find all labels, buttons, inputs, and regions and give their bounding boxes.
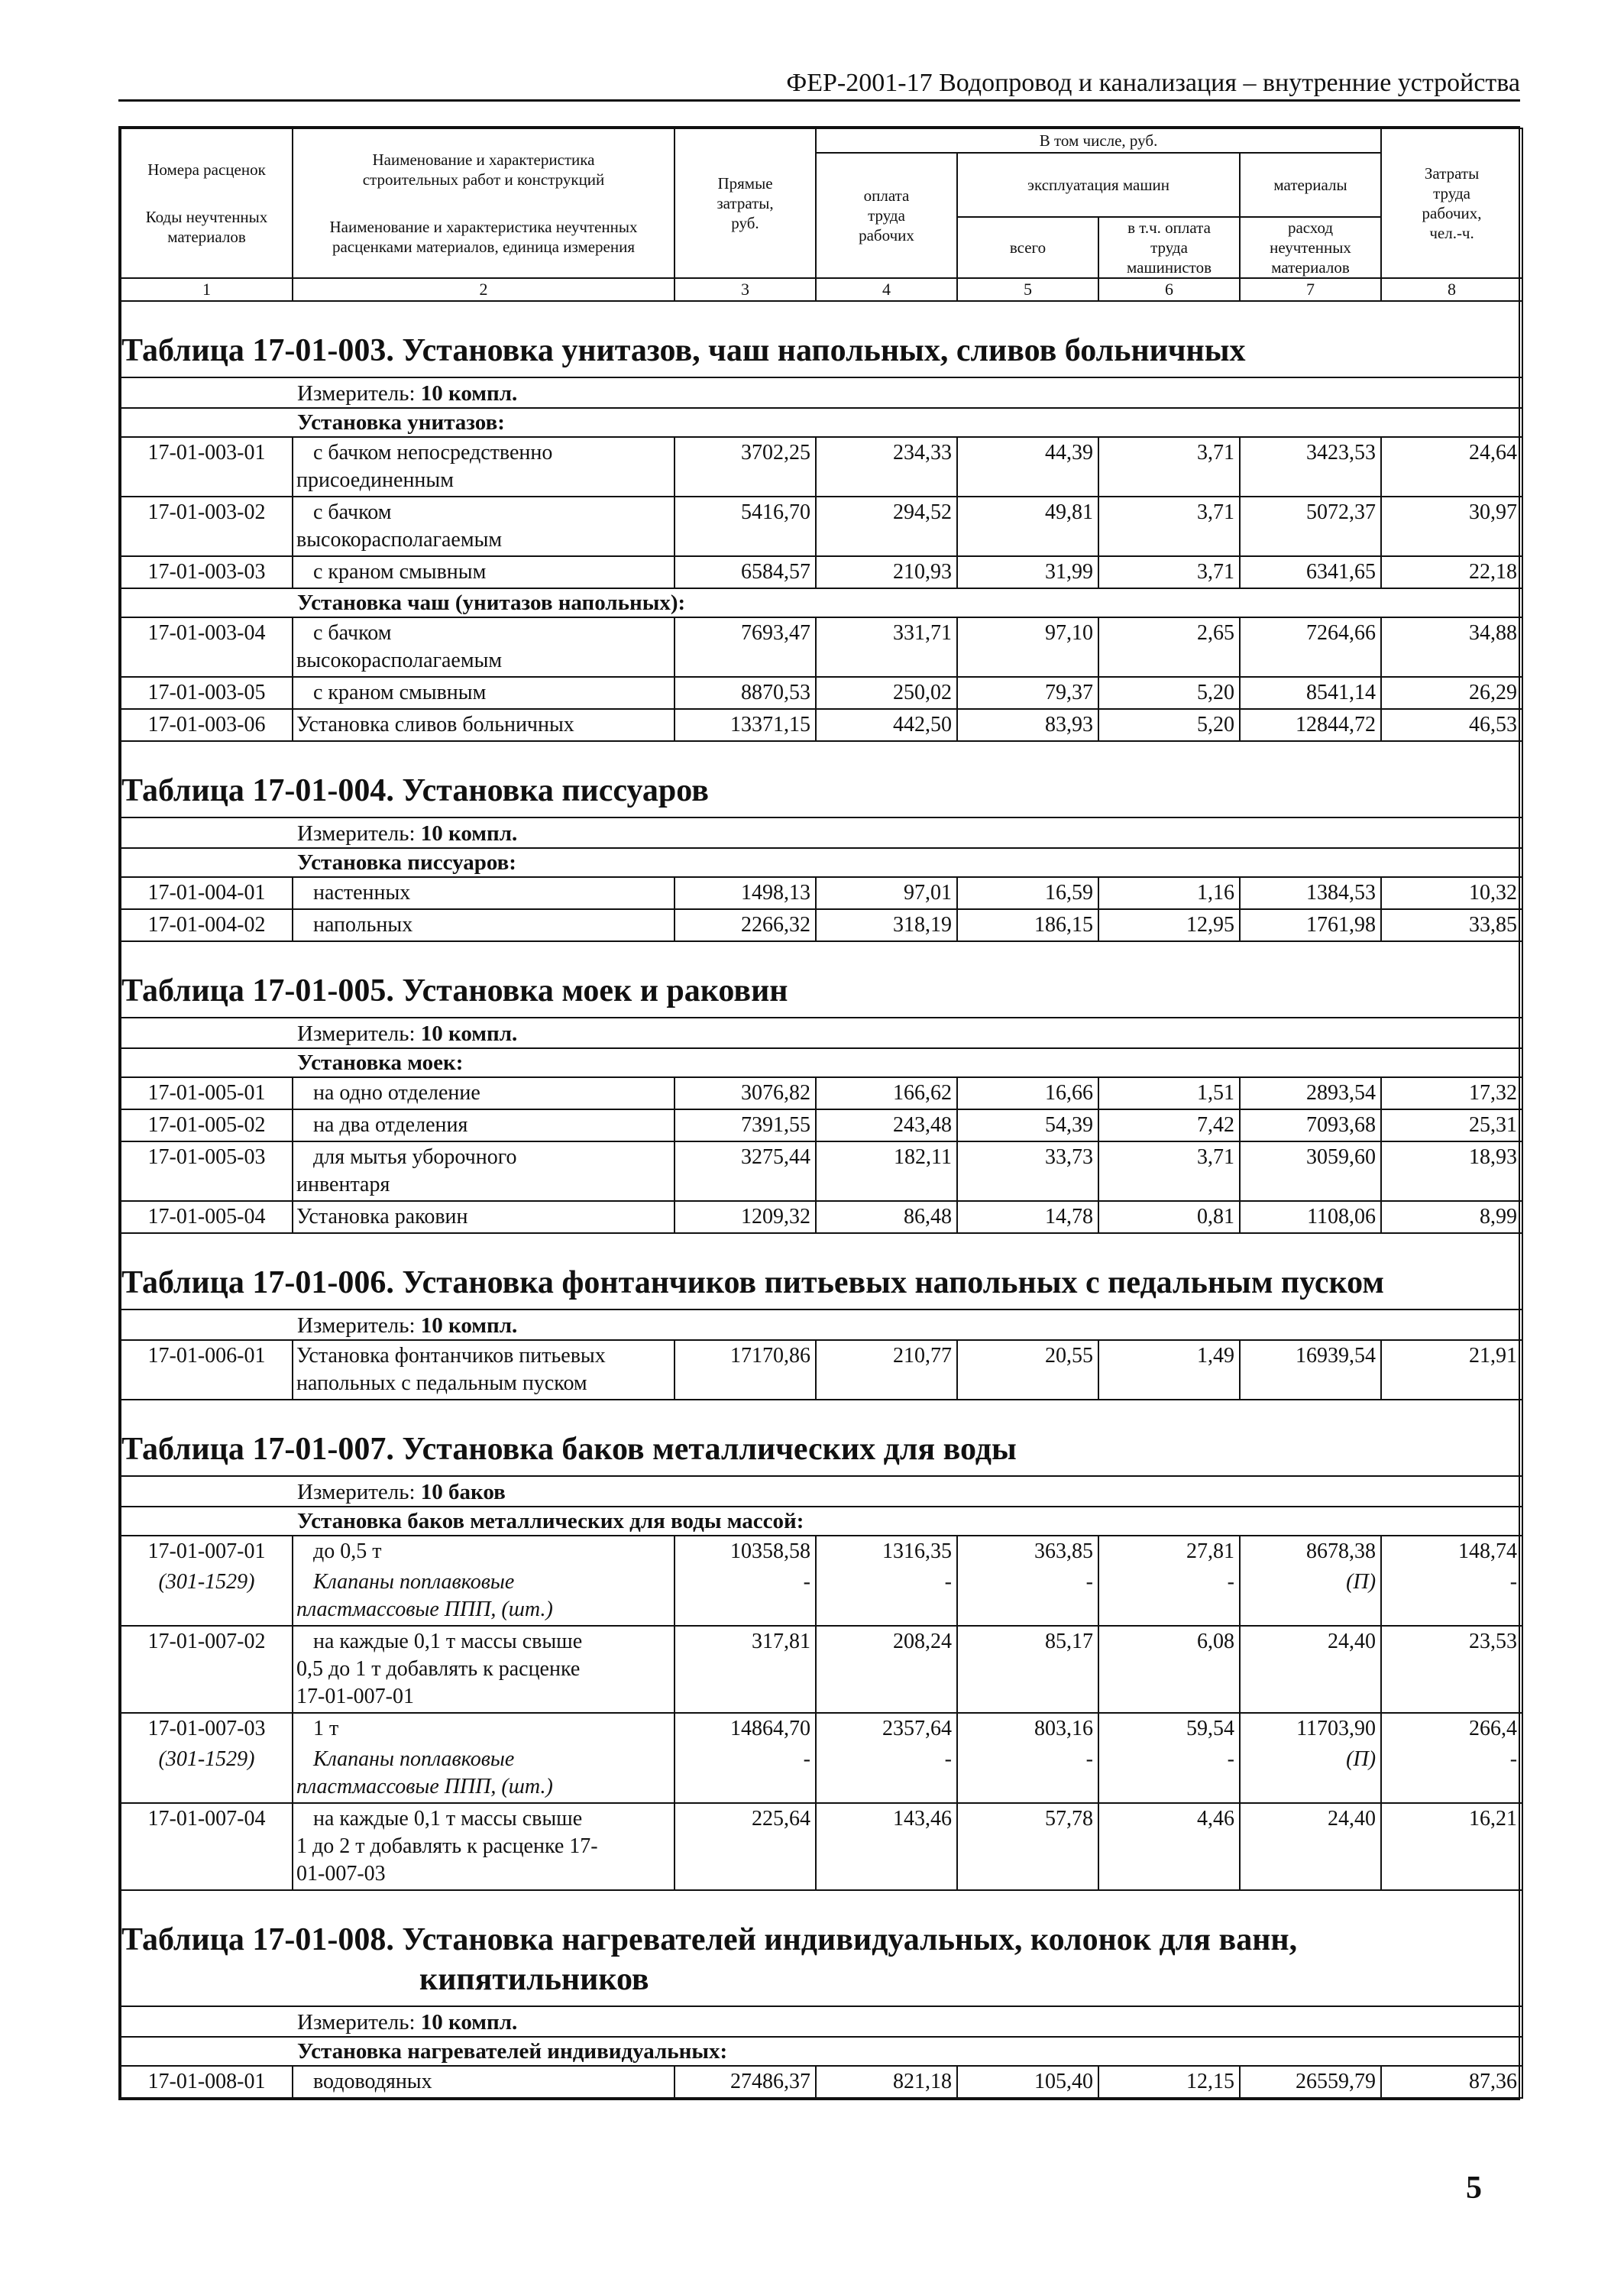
rate-name-line: на два отделения — [313, 1113, 468, 1137]
rate-name-line: Установка раковин — [296, 1205, 468, 1229]
rate-value: 266,4 — [1381, 1713, 1522, 1744]
meter-value: 10 компл. — [420, 821, 518, 846]
table-title-row — [121, 741, 1522, 817]
rate-name-line: Установка фонтанчиков питьевых — [296, 1344, 606, 1368]
column-number: 8 — [1381, 278, 1522, 301]
table-row — [121, 1340, 1522, 1400]
table-title-row — [121, 1400, 1522, 1476]
rate-value: 87,36 — [1381, 2066, 1522, 2098]
rate-value: 10358,58 — [675, 1536, 816, 1567]
col-header-name-bottom: Наименование и характеристика неучтенных расценками материалов, единица измерения — [329, 218, 638, 256]
table-row — [121, 909, 1522, 941]
table-meter — [121, 817, 1522, 848]
rate-name — [293, 617, 675, 677]
rate-value: 10,32 — [1381, 877, 1522, 909]
rate-name-line: на каждые 0,1 т массы свыше — [313, 1807, 583, 1831]
col-header-name — [293, 128, 675, 278]
rate-value: 3,71 — [1098, 437, 1240, 497]
rate-name-line: 17-01-007-01 — [296, 1685, 414, 1708]
rate-value: 20,55 — [957, 1340, 1098, 1400]
meter-label: Измеритель: — [297, 1480, 416, 1504]
rate-value: 363,85 — [957, 1536, 1098, 1567]
column-number: 2 — [293, 278, 675, 301]
rate-value: 250,02 — [816, 677, 957, 709]
rate-value: 22,18 — [1381, 556, 1522, 588]
rate-code: 17-01-006-01 — [121, 1340, 293, 1400]
rate-value: 5,20 — [1098, 709, 1240, 741]
rate-value: 210,77 — [816, 1340, 957, 1400]
material-value: - — [816, 1567, 957, 1626]
rate-name-line: высокорасполагаемым — [296, 649, 503, 672]
column-number: 3 — [675, 278, 816, 301]
rate-name — [293, 1141, 675, 1201]
rate-value: 1761,98 — [1240, 909, 1381, 941]
rate-value: 166,62 — [816, 1077, 957, 1109]
page-header: ФЕР-2001-17 Водопровод и канализация – внутренние устройства — [786, 69, 1520, 97]
rate-value: 57,78 — [957, 1803, 1098, 1890]
material-row — [121, 1744, 1522, 1803]
group-row — [121, 1507, 1522, 1536]
rate-value: 26,29 — [1381, 677, 1522, 709]
rate-value: 208,24 — [816, 1626, 957, 1713]
rate-name — [293, 556, 675, 588]
column-number: 1 — [121, 278, 293, 301]
rate-value: 18,93 — [1381, 1141, 1522, 1201]
rate-value: 1108,06 — [1240, 1201, 1381, 1233]
column-number: 7 — [1240, 278, 1381, 301]
group-row — [121, 2037, 1522, 2066]
rate-name-line: высокорасполагаемым — [296, 528, 503, 552]
rate-value: 17,32 — [1381, 1077, 1522, 1109]
table-title-text: Таблица 17-01-008. Установка нагревателей индивидуальных, колонок для ванн, — [121, 1922, 1298, 1957]
rate-value: 803,16 — [957, 1713, 1098, 1744]
rate-value: 12844,72 — [1240, 709, 1381, 741]
rate-name-line: 0,5 до 1 т добавлять к расценке — [296, 1657, 581, 1681]
meter-label: Измеритель: — [297, 381, 416, 406]
table-title-text: Таблица 17-01-005. Установка моек и раковин — [121, 973, 788, 1008]
table-row — [121, 1141, 1522, 1201]
rate-value: 5,20 — [1098, 677, 1240, 709]
rate-code: 17-01-003-01 — [121, 437, 293, 497]
rate-value: 26559,79 — [1240, 2066, 1381, 2098]
rate-value: 7391,55 — [675, 1109, 816, 1141]
rate-value: 16,21 — [1381, 1803, 1522, 1890]
price-table — [120, 128, 1523, 2099]
rate-value: 1384,53 — [1240, 877, 1381, 909]
rate-value: 23,53 — [1381, 1626, 1522, 1713]
rate-value: 8678,38 — [1240, 1536, 1381, 1567]
rate-name-line: с бачком — [313, 621, 392, 645]
rate-value: 33,85 — [1381, 909, 1522, 941]
table-row — [121, 1536, 1522, 1567]
rate-code: 17-01-003-04 — [121, 617, 293, 677]
rate-value: 3,71 — [1098, 556, 1240, 588]
table-meter-row — [121, 2006, 1522, 2037]
rate-value: 294,52 — [816, 497, 957, 556]
rate-value: 54,39 — [957, 1109, 1098, 1141]
rate-value: 7264,66 — [1240, 617, 1381, 677]
rate-value: 6,08 — [1098, 1626, 1240, 1713]
rate-name — [293, 1109, 675, 1141]
rate-value: 317,81 — [675, 1626, 816, 1713]
table-row — [121, 1109, 1522, 1141]
rate-name-line: 01-007-03 — [296, 1862, 386, 1886]
table-title-row — [121, 1233, 1522, 1309]
rate-value: 27,81 — [1098, 1536, 1240, 1567]
group-row — [121, 408, 1522, 437]
col-header-codes-bottom: Коды неучтенных материалов — [145, 208, 268, 246]
col-header-codes — [121, 128, 293, 278]
rate-value: 3076,82 — [675, 1077, 816, 1109]
table-title — [121, 301, 1522, 377]
table-title-row — [121, 301, 1522, 377]
rate-value: 234,33 — [816, 437, 957, 497]
material-row — [121, 1567, 1522, 1626]
rate-value: 7693,47 — [675, 617, 816, 677]
rate-value: 6341,65 — [1240, 556, 1381, 588]
group-heading: Установка унитазов: — [121, 408, 1522, 437]
rate-name-line: с бачком непосредственно — [313, 441, 553, 465]
table-title-row — [121, 941, 1522, 1018]
material-value: (П) — [1240, 1567, 1381, 1626]
rate-value: 12,95 — [1098, 909, 1240, 941]
meter-value: 10 компл. — [420, 381, 518, 406]
rate-value: 8870,53 — [675, 677, 816, 709]
rate-value: 225,64 — [675, 1803, 816, 1890]
col-header-labor: Затраты труда рабочих, чел.-ч. — [1381, 128, 1522, 278]
rate-value: 8541,14 — [1240, 677, 1381, 709]
table-meter — [121, 1018, 1522, 1048]
table-meter-row — [121, 1476, 1522, 1507]
rate-value: 148,74 — [1381, 1536, 1522, 1567]
rate-value: 105,40 — [957, 2066, 1098, 2098]
material-code: (301-1529) — [121, 1744, 293, 1803]
rate-value: 143,46 — [816, 1803, 957, 1890]
rate-value: 16,59 — [957, 877, 1098, 909]
rate-name-line: инвентаря — [296, 1173, 390, 1196]
table-row — [121, 497, 1522, 556]
rate-code: 17-01-004-01 — [121, 877, 293, 909]
table-title — [121, 941, 1522, 1018]
rate-name-line: 1 до 2 т добавлять к расценке 17- — [296, 1834, 598, 1858]
rate-name — [293, 2066, 675, 2098]
rate-value: 2357,64 — [816, 1713, 957, 1744]
rate-value: 7093,68 — [1240, 1109, 1381, 1141]
column-number: 6 — [1098, 278, 1240, 301]
rate-value: 210,93 — [816, 556, 957, 588]
rate-code: 17-01-007-03 — [121, 1713, 293, 1744]
material-value: - — [816, 1744, 957, 1803]
material-name-line: пластмассовые ППП, (шт.) — [296, 1598, 553, 1621]
rate-name — [293, 677, 675, 709]
rate-value: 0,81 — [1098, 1201, 1240, 1233]
rate-value: 318,19 — [816, 909, 957, 941]
material-name-line: пластмассовые ППП, (шт.) — [296, 1775, 553, 1798]
meter-label: Измеритель: — [297, 1313, 416, 1338]
table-meter — [121, 2006, 1522, 2037]
rate-code: 17-01-004-02 — [121, 909, 293, 941]
rate-name-line: с бачком — [313, 500, 392, 524]
page-number: 5 — [1466, 2171, 1482, 2206]
col-header-machinist-pay: в т.ч. оплата труда машинистов — [1098, 217, 1240, 278]
rate-value: 186,15 — [957, 909, 1098, 941]
table-header — [121, 128, 1522, 301]
table-title-text: Таблица 17-01-004. Установка писсуаров — [121, 773, 709, 808]
table-meter — [121, 1309, 1522, 1340]
rate-name-line: настенных — [313, 881, 411, 905]
rate-value: 13371,15 — [675, 709, 816, 741]
rate-code: 17-01-005-02 — [121, 1109, 293, 1141]
rate-value: 14864,70 — [675, 1713, 816, 1744]
rate-value: 3,71 — [1098, 1141, 1240, 1201]
table-title-text: Таблица 17-01-007. Установка баков металлических для воды — [121, 1432, 1017, 1467]
rate-value: 4,46 — [1098, 1803, 1240, 1890]
rate-value: 1,49 — [1098, 1340, 1240, 1400]
material-value: - — [675, 1567, 816, 1626]
table-body — [121, 301, 1522, 2098]
rate-value: 821,18 — [816, 2066, 957, 2098]
column-number: 4 — [816, 278, 957, 301]
rate-value: 2893,54 — [1240, 1077, 1381, 1109]
table-meter-row — [121, 1018, 1522, 1048]
rate-value: 24,64 — [1381, 437, 1522, 497]
table-row — [121, 877, 1522, 909]
rate-value: 7,42 — [1098, 1109, 1240, 1141]
rate-name — [293, 1340, 675, 1400]
rate-value: 49,81 — [957, 497, 1098, 556]
table-title — [121, 1890, 1522, 2006]
material-code: (301-1529) — [121, 1567, 293, 1626]
rate-value: 1,16 — [1098, 877, 1240, 909]
material-value: - — [675, 1744, 816, 1803]
rate-name-line: для мытья уборочного — [313, 1145, 517, 1169]
rate-value: 3,71 — [1098, 497, 1240, 556]
group-row — [121, 588, 1522, 617]
meter-label: Измеритель: — [297, 821, 416, 846]
rate-value: 17170,86 — [675, 1340, 816, 1400]
rate-value: 16,66 — [957, 1077, 1098, 1109]
rate-name — [293, 1536, 675, 1567]
table-row — [121, 437, 1522, 497]
rate-code: 17-01-003-02 — [121, 497, 293, 556]
rate-value: 1316,35 — [816, 1536, 957, 1567]
rate-name-line: присоединенным — [296, 468, 454, 492]
group-heading: Установка чаш (унитазов напольных): — [121, 588, 1522, 617]
table-row — [121, 1077, 1522, 1109]
rate-code: 17-01-003-06 — [121, 709, 293, 741]
meter-label: Измеритель: — [297, 2010, 416, 2035]
table-row — [121, 709, 1522, 741]
meter-value: 10 компл. — [420, 1313, 518, 1338]
rate-code: 17-01-005-03 — [121, 1141, 293, 1201]
table-meter-row — [121, 377, 1522, 408]
rate-value: 25,31 — [1381, 1109, 1522, 1141]
table-meter — [121, 1476, 1522, 1507]
col-header-direct-costs: Прямые затраты, руб. — [675, 128, 816, 278]
rate-value: 27486,37 — [675, 2066, 816, 2098]
rate-code: 17-01-003-03 — [121, 556, 293, 588]
rate-value: 86,48 — [816, 1201, 957, 1233]
rate-value: 243,48 — [816, 1109, 957, 1141]
rate-code: 17-01-005-04 — [121, 1201, 293, 1233]
rate-value: 3059,60 — [1240, 1141, 1381, 1201]
table-meter — [121, 377, 1522, 408]
rate-value: 59,54 — [1098, 1713, 1240, 1744]
rate-value: 182,11 — [816, 1141, 957, 1201]
rate-code: 17-01-003-05 — [121, 677, 293, 709]
rate-value: 442,50 — [816, 709, 957, 741]
rate-value: 14,78 — [957, 1201, 1098, 1233]
rate-value: 8,99 — [1381, 1201, 1522, 1233]
material-value: - — [957, 1567, 1098, 1626]
col-header-worker-pay: оплата труда рабочих — [816, 153, 957, 278]
rate-name — [293, 497, 675, 556]
rate-name-line: с краном смывным — [313, 560, 487, 584]
table-meter-row — [121, 817, 1522, 848]
rate-name-line: Установка сливов больничных — [296, 713, 574, 736]
rate-code: 17-01-007-02 — [121, 1626, 293, 1713]
rate-value: 3702,25 — [675, 437, 816, 497]
table-row — [121, 2066, 1522, 2098]
material-value: - — [957, 1744, 1098, 1803]
table-row — [121, 617, 1522, 677]
rate-value: 97,10 — [957, 617, 1098, 677]
table-row — [121, 1713, 1522, 1744]
rate-value: 3423,53 — [1240, 437, 1381, 497]
material-name — [293, 1744, 675, 1803]
rate-value: 2266,32 — [675, 909, 816, 941]
table-row — [121, 1626, 1522, 1713]
rate-value: 31,99 — [957, 556, 1098, 588]
rate-value: 24,40 — [1240, 1803, 1381, 1890]
rate-value: 11703,90 — [1240, 1713, 1381, 1744]
table-row — [121, 556, 1522, 588]
col-header-codes-top: Номера расценок — [147, 160, 266, 179]
rate-code: 17-01-005-01 — [121, 1077, 293, 1109]
table-row — [121, 677, 1522, 709]
material-name — [293, 1567, 675, 1626]
rate-value: 34,88 — [1381, 617, 1522, 677]
col-header-incl: В том числе, руб. — [816, 128, 1381, 153]
material-value: - — [1381, 1567, 1522, 1626]
material-value: - — [1098, 1567, 1240, 1626]
rate-value: 33,73 — [957, 1141, 1098, 1201]
rate-name — [293, 1201, 675, 1233]
group-heading: Установка писсуаров: — [121, 848, 1522, 877]
rate-name — [293, 877, 675, 909]
rate-value: 2,65 — [1098, 617, 1240, 677]
table-title — [121, 741, 1522, 817]
rate-value: 1498,13 — [675, 877, 816, 909]
col-header-materials: материалы — [1240, 153, 1381, 217]
rate-name-line: с краном смывным — [313, 681, 487, 704]
rate-value: 46,53 — [1381, 709, 1522, 741]
table-title-text: Таблица 17-01-006. Установка фонтанчиков питьевых напольных с педальным пуском — [121, 1265, 1384, 1300]
rate-name-line: напольных — [313, 913, 413, 937]
rate-value: 44,39 — [957, 437, 1098, 497]
rate-code: 17-01-008-01 — [121, 2066, 293, 2098]
rate-name-line: водоводяных — [313, 2070, 432, 2093]
meter-value: 10 компл. — [420, 2010, 518, 2035]
group-heading: Установка моек: — [121, 1048, 1522, 1077]
rate-name-line: на одно отделение — [313, 1081, 480, 1105]
group-row — [121, 1048, 1522, 1077]
rate-value: 97,01 — [816, 877, 957, 909]
group-row — [121, 848, 1522, 877]
rate-name-line: до 0,5 т — [313, 1539, 382, 1563]
rate-value: 79,37 — [957, 677, 1098, 709]
rate-value: 16939,54 — [1240, 1340, 1381, 1400]
column-numbers-row — [121, 278, 1522, 301]
rate-name — [293, 709, 675, 741]
meter-label: Измеритель: — [297, 1021, 416, 1046]
rate-value: 83,93 — [957, 709, 1098, 741]
table-row — [121, 1201, 1522, 1233]
material-name-line: Клапаны поплавковые — [313, 1570, 515, 1594]
rate-value: 331,71 — [816, 617, 957, 677]
table-row — [121, 1803, 1522, 1890]
rate-name-line: на каждые 0,1 т массы свыше — [313, 1630, 583, 1653]
column-number: 5 — [957, 278, 1098, 301]
rate-value: 21,91 — [1381, 1340, 1522, 1400]
material-name-line: Клапаны поплавковые — [313, 1747, 515, 1771]
group-heading: Установка нагревателей индивидуальных: — [121, 2037, 1522, 2066]
table-title — [121, 1400, 1522, 1476]
group-heading: Установка баков металлических для воды массой: — [121, 1507, 1522, 1536]
rate-value: 85,17 — [957, 1626, 1098, 1713]
col-header-materials-use: расход неучтенных материалов — [1240, 217, 1381, 278]
rate-name — [293, 1626, 675, 1713]
rate-value: 30,97 — [1381, 497, 1522, 556]
rate-code: 17-01-007-04 — [121, 1803, 293, 1890]
meter-value: 10 баков — [420, 1480, 506, 1504]
rate-name — [293, 1803, 675, 1890]
meter-value: 10 компл. — [420, 1021, 518, 1046]
table-title-text: Таблица 17-01-003. Установка унитазов, чаш напольных, сливов больничных — [121, 333, 1246, 368]
material-value: - — [1098, 1744, 1240, 1803]
table-title — [121, 1233, 1522, 1309]
table-title-row — [121, 1890, 1522, 2006]
rate-value: 6584,57 — [675, 556, 816, 588]
col-header-machines: эксплуатация машин — [957, 153, 1240, 217]
material-value: (П) — [1240, 1744, 1381, 1803]
rate-value: 24,40 — [1240, 1626, 1381, 1713]
header-rule — [118, 99, 1520, 102]
rate-name — [293, 1077, 675, 1109]
table-meter-row — [121, 1309, 1522, 1340]
rate-value: 1,51 — [1098, 1077, 1240, 1109]
col-header-machines-total: всего — [957, 217, 1098, 278]
rate-name — [293, 1713, 675, 1744]
rate-name — [293, 437, 675, 497]
table-title-continued: кипятильников — [419, 1962, 649, 1997]
rate-value: 5072,37 — [1240, 497, 1381, 556]
rate-code: 17-01-007-01 — [121, 1536, 293, 1567]
rate-name — [293, 909, 675, 941]
rate-value: 12,15 — [1098, 2066, 1240, 2098]
rate-name-line: напольных с педальным пуском — [296, 1371, 587, 1395]
material-value: - — [1381, 1744, 1522, 1803]
rate-name-line: 1 т — [313, 1717, 339, 1740]
col-header-name-top: Наименование и характеристика строительных работ и конструкций — [362, 151, 605, 189]
rate-value: 3275,44 — [675, 1141, 816, 1201]
price-sheet — [118, 126, 1520, 2100]
rate-value: 5416,70 — [675, 497, 816, 556]
rate-value: 1209,32 — [675, 1201, 816, 1233]
